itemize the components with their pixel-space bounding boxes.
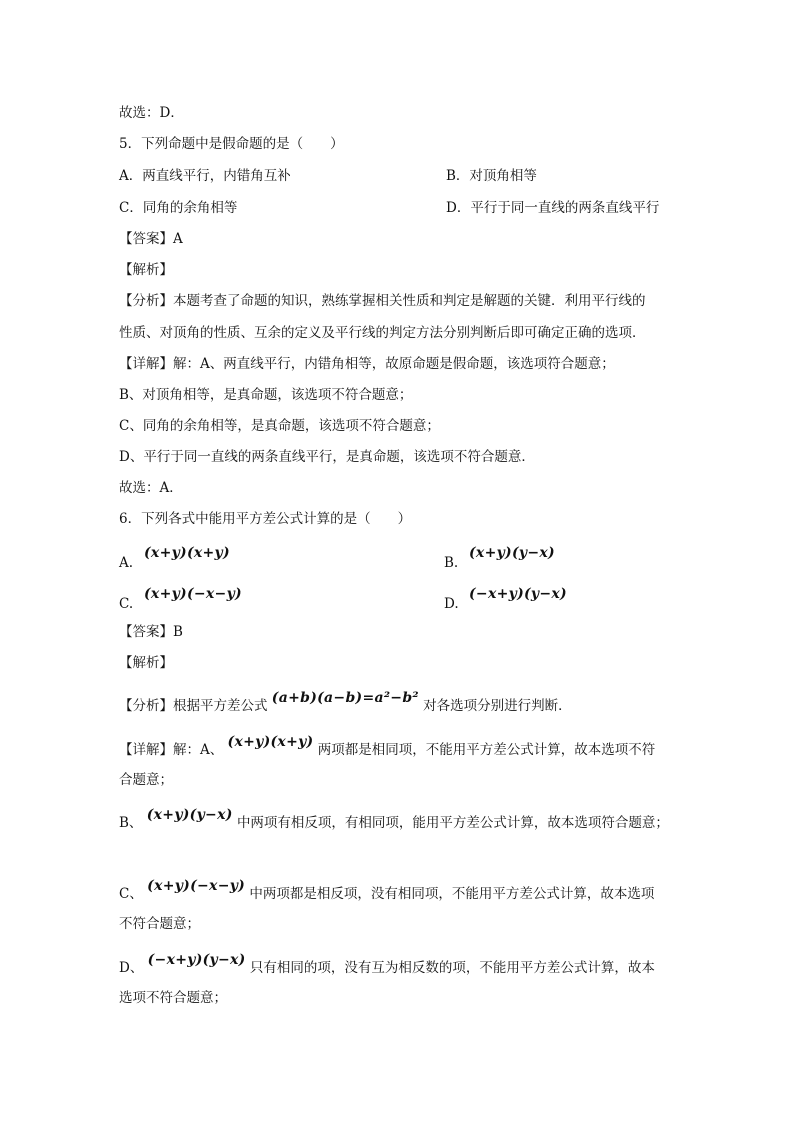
q5-detail-b: B、对顶角相等，是真命题，该选项不符合题意； (119, 387, 413, 403)
q6-detail-a-post: 两项都是相同项，不能用平方差公式计算，故本选项不符 (317, 742, 656, 758)
q6-option-b-label: B. (444, 555, 459, 571)
q6-stem: 6．下列各式中能用平方差公式计算的是（ ） (119, 511, 412, 527)
q6-answer: 【答案】B (119, 624, 183, 640)
q6-detail-c-line (119, 878, 655, 904)
q5-detail-a: 【详解】解：A、两直线平行，内错角相等，故原命题是假命题，该选项符合题意； (119, 356, 615, 372)
q6-detail-c-post: 中两项都是相反项，没有相同项，不能用平方差公式计算，故本选项 (249, 886, 655, 902)
q6-detail-d-pre: D、 (119, 960, 144, 976)
q6-option-c-label: C. (119, 596, 134, 612)
q5-analysis-line1: 【分析】本题考查了命题的知识，熟练掌握相关性质和判定是解题的关键．利用平行线的 (119, 293, 646, 309)
q5-answer: 【答案】A (119, 231, 183, 247)
q6-detail-b-line (119, 807, 669, 833)
q6-option-d-label: D. (444, 596, 459, 612)
q6-formula: (a+b)(a−b)=a²−b² (271, 690, 419, 706)
q6-detail-b-post: 中两项有相反项，有相同项，能用平方差公式计算，故本选项符合题意； (236, 815, 669, 831)
q6-analysis-line (119, 690, 572, 716)
q6-analysis-title: 【解析】 (119, 655, 173, 671)
q6-detail-c-cont: 不符合题意； (119, 916, 200, 932)
q6-detail-a-line (119, 734, 656, 760)
q6-analysis-pre: 【分析】根据平方差公式 (119, 698, 268, 714)
q6-detail-c-expr: (x+y)(−x−y) (147, 878, 246, 894)
q6-option-c-expr: (x+y)(−x−y) (144, 586, 242, 602)
q6-detail-b-pre: B、 (119, 815, 143, 831)
q5-conclusion: 故选：A． (119, 480, 183, 496)
prev-conclusion: 故选：D． (119, 105, 184, 121)
q5-option-d: D．平行于同一直线的两条直线平行 (446, 200, 660, 216)
q5-analysis-line2: 性质、对顶角的性质、互余的定义及平行线的判定方法分别判断后即可确定正确的选项． (119, 325, 646, 341)
q5-analysis-title: 【解析】 (119, 262, 173, 278)
q5-option-a: A．两直线平行，内错角互补 (119, 168, 291, 184)
q6-option-d-expr: (−x+y)(y−x) (469, 586, 567, 602)
q6-option-a-label: A. (119, 555, 134, 571)
q6-option-b-expr: (x+y)(y−x) (469, 545, 555, 561)
q5-option-b: B．对顶角相等 (446, 168, 537, 184)
q5-stem: 5．下列命题中是假命题的是（ ） (119, 136, 344, 152)
q6-detail-d-line (119, 952, 655, 978)
q5-option-c: C．同角的余角相等 (119, 200, 238, 216)
q6-detail-a-pre: 【详解】解：A、 (119, 742, 224, 758)
q6-analysis-post: 对各选项分别进行判断． (423, 698, 572, 714)
q6-detail-a-cont: 合题意； (119, 772, 173, 788)
q6-detail-d-post: 只有相同的项，没有互为相反数的项，不能用平方差公式计算，故本 (249, 960, 655, 976)
q6-detail-b-expr: (x+y)(y−x) (146, 807, 233, 823)
q6-detail-a-expr: (x+y)(x+y) (227, 734, 314, 750)
q5-detail-d: D、平行于同一直线的两条直线平行，是真命题，该选项不符合题意． (119, 449, 535, 465)
q6-option-a-expr: (x+y)(x+y) (144, 545, 230, 561)
q6-detail-d-cont: 选项不符合题意； (119, 990, 227, 1006)
q5-detail-c: C、同角的余角相等，是真命题，该选项不符合题意； (119, 418, 440, 434)
q6-detail-d-expr: (−x+y)(y−x) (147, 952, 246, 968)
q6-detail-c-pre: C、 (119, 886, 143, 902)
